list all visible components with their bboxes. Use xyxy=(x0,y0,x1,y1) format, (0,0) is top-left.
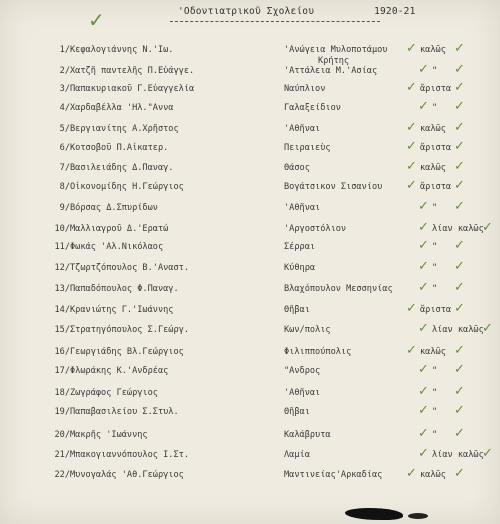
row-number: 9/ xyxy=(59,203,70,213)
grade: λίαν καλῶς xyxy=(432,450,484,460)
birthplace: Κύθηρα xyxy=(284,263,316,273)
birthplace: 'Αθῆναι xyxy=(284,124,321,134)
grade: λίαν καλῶς xyxy=(432,325,484,335)
birthplace: "Ανδρος xyxy=(284,366,321,376)
grade: καλῶς xyxy=(420,347,446,357)
check-mark-icon: ✓ xyxy=(482,446,493,461)
student-name: Παπακυριακοῦ Γ.Εὐαγγελία xyxy=(70,84,195,94)
birthplace: Βλαχόπουλον Μεσσηνίας xyxy=(284,284,393,294)
check-mark-icon: ✓ xyxy=(454,362,465,377)
student-name: Κοτσοβοῦ Π.Αἰκατερ. xyxy=(70,143,169,153)
check-mark-icon: ✓ xyxy=(406,80,417,95)
check-mark-icon: ✓ xyxy=(418,384,429,399)
check-mark-icon: ✓ xyxy=(418,321,429,336)
birthplace: 'Αργοστόλιον xyxy=(284,224,347,234)
check-mark-icon: ✓ xyxy=(406,139,417,154)
row-number: 14/ xyxy=(54,305,70,315)
birthplace: Κων/πολις xyxy=(284,325,331,335)
check-mark-icon: ✓ xyxy=(406,343,417,358)
grade: καλῶς xyxy=(420,124,446,134)
student-name: Μακρῆς 'Ιωάννης xyxy=(70,430,148,440)
student-name: Κρανιώτης Γ.'Ιωάννης xyxy=(70,305,174,315)
grade: καλῶς xyxy=(420,470,446,480)
birthplace: Καλάβρυτα xyxy=(284,430,331,440)
check-mark-icon: ✓ xyxy=(406,159,417,174)
row-number: 5/ xyxy=(59,124,70,134)
check-mark-icon: ✓ xyxy=(454,159,465,174)
check-mark-icon: ✓ xyxy=(454,41,465,56)
ink-blot xyxy=(408,513,428,519)
student-name: Παπαβασιλείου Σ.Στυλ. xyxy=(70,407,179,417)
student-name: Χατζῆ παντελῆς Π.Εὐάγγε. xyxy=(70,66,195,76)
title-underline xyxy=(170,21,380,22)
check-mark-icon: ✓ xyxy=(418,446,429,461)
check-mark-icon: ✓ xyxy=(454,301,465,316)
grade: καλῶς xyxy=(420,45,446,55)
row-number: 11/ xyxy=(54,242,70,252)
check-mark-icon: ✓ xyxy=(406,120,417,135)
check-mark-icon: ✓ xyxy=(88,8,105,32)
grade: " xyxy=(432,66,438,76)
grade: " xyxy=(432,242,438,252)
row-number: 3/ xyxy=(59,84,70,94)
check-mark-icon: ✓ xyxy=(454,259,465,274)
row-number: 2/ xyxy=(59,66,70,76)
page-title xyxy=(178,6,416,17)
birthplace: Φιλιππούπολις xyxy=(284,347,352,357)
row-number: 8/ xyxy=(59,182,70,192)
check-mark-icon: ✓ xyxy=(418,199,429,214)
row-number: 13/ xyxy=(54,284,70,294)
check-mark-icon: ✓ xyxy=(418,62,429,77)
student-name: Μαλλιαγροῦ Δ.'Ερατώ xyxy=(70,224,169,234)
grade: ἄριστα xyxy=(420,182,452,192)
row-number: 10/ xyxy=(54,224,70,234)
row-number: 6/ xyxy=(59,143,70,153)
check-mark-icon: ✓ xyxy=(418,238,429,253)
check-mark-icon: ✓ xyxy=(454,99,465,114)
check-mark-icon: ✓ xyxy=(406,41,417,56)
student-name: Χαρδαβέλλα 'Ηλ."Αννα xyxy=(70,103,174,113)
place-annotation: Κρήτης xyxy=(318,56,350,66)
check-mark-icon: ✓ xyxy=(454,62,465,77)
row-number: 18/ xyxy=(54,388,70,398)
ink-blot xyxy=(345,508,403,520)
check-mark-icon: ✓ xyxy=(454,199,465,214)
student-name: Βόρσας Δ.Σπυρίδων xyxy=(70,203,158,213)
school-year: 1920-21 xyxy=(374,6,416,17)
check-mark-icon: ✓ xyxy=(418,99,429,114)
grade: καλῶς xyxy=(420,163,446,173)
row-number: 4/ xyxy=(59,103,70,113)
student-name: Παπαδόπουλος Φ.Παναγ. xyxy=(70,284,179,294)
grade: λίαν καλῶς xyxy=(432,224,484,234)
check-mark-icon: ✓ xyxy=(418,220,429,235)
check-mark-icon: ✓ xyxy=(454,139,465,154)
row-number: 22/ xyxy=(54,470,70,480)
birthplace: 'Αθῆναι xyxy=(284,388,321,398)
birthplace: 'Αττάλεια Μ.'Ασίας xyxy=(284,66,378,76)
grade: " xyxy=(432,366,438,376)
grade: " xyxy=(432,430,438,440)
row-number: 7/ xyxy=(59,163,70,173)
student-name: Οἰκονομίδης Η.Γεώργιος xyxy=(70,182,184,192)
birthplace: Γαλαξείδιον xyxy=(284,103,341,113)
check-mark-icon: ✓ xyxy=(454,238,465,253)
check-mark-icon: ✓ xyxy=(418,362,429,377)
check-mark-icon: ✓ xyxy=(418,259,429,274)
grade: " xyxy=(432,263,438,273)
check-mark-icon: ✓ xyxy=(406,178,417,193)
check-mark-icon: ✓ xyxy=(482,321,493,336)
row-number: 1/ xyxy=(59,45,70,55)
check-mark-icon: ✓ xyxy=(418,403,429,418)
birthplace: Σέρραι xyxy=(284,242,316,252)
check-mark-icon: ✓ xyxy=(454,120,465,135)
birthplace: Πειραιεὺς xyxy=(284,143,331,153)
birthplace: Λαμία xyxy=(284,450,310,460)
grade: " xyxy=(432,407,438,417)
grade: ἄριστα xyxy=(420,84,452,94)
row-number: 16/ xyxy=(54,347,70,357)
student-name: Βασιλειάδης Δ.Παναγ. xyxy=(70,163,174,173)
check-mark-icon: ✓ xyxy=(406,301,417,316)
birthplace: Ναύπλιον xyxy=(284,84,326,94)
check-mark-icon: ✓ xyxy=(454,466,465,481)
check-mark-icon: ✓ xyxy=(454,280,465,295)
check-mark-icon: ✓ xyxy=(454,80,465,95)
student-name: Στρατηγόπουλος Σ.Γεώργ. xyxy=(70,325,189,335)
student-name: Φλωράκης Κ.'Ανδρέας xyxy=(70,366,169,376)
check-mark-icon: ✓ xyxy=(482,220,493,235)
student-name: Βεργιανίτης Α.Χρῆστος xyxy=(70,124,179,134)
check-mark-icon: ✓ xyxy=(454,384,465,399)
row-number: 19/ xyxy=(54,407,70,417)
birthplace: Θῆβαι xyxy=(284,305,310,315)
check-mark-icon: ✓ xyxy=(418,426,429,441)
student-name: Μυνογαλάς 'Αθ.Γεώργιος xyxy=(70,470,184,480)
birthplace: Βογάτσικον Σισανίου xyxy=(284,182,383,192)
student-name: Γεωργιάδης Βλ.Γεώργιος xyxy=(70,347,184,357)
student-name: Φωκάς 'Αλ.Νικόλαος xyxy=(70,242,164,252)
check-mark-icon: ✓ xyxy=(406,466,417,481)
check-mark-icon: ✓ xyxy=(418,280,429,295)
birthplace: Θῆβαι xyxy=(284,407,310,417)
row-number: 17/ xyxy=(54,366,70,376)
student-name: Ζωγράφος Γεώργιος xyxy=(70,388,158,398)
school-title: 'Οδοντιατρικοῦ Σχολείου xyxy=(178,6,315,17)
birthplace: Μαντινείας'Αρκαδίας xyxy=(284,470,383,480)
grade: " xyxy=(432,103,438,113)
birthplace: 'Ανώγεια Μυλοποτάμου xyxy=(284,45,388,55)
row-number: 15/ xyxy=(54,325,70,335)
check-mark-icon: ✓ xyxy=(454,403,465,418)
grade: ἄριστα xyxy=(420,305,452,315)
row-number: 12/ xyxy=(54,263,70,273)
check-mark-icon: ✓ xyxy=(454,343,465,358)
birthplace: 'Αθῆναι xyxy=(284,203,321,213)
student-name: Τζωρτζόπουλος Β.'Αναστ. xyxy=(70,263,189,273)
row-number: 20/ xyxy=(54,430,70,440)
birthplace: Θάσος xyxy=(284,163,310,173)
student-name: Κεφαλογιάννης Ν.'Ιω. xyxy=(70,45,174,55)
student-name: Μπακογιαννόπουλος Ι.Στ. xyxy=(70,450,189,460)
row-number: 21/ xyxy=(54,450,70,460)
check-mark-icon: ✓ xyxy=(454,426,465,441)
grade: ἄριστα xyxy=(420,143,452,153)
grade: " xyxy=(432,388,438,398)
grade: " xyxy=(432,203,438,213)
check-mark-icon: ✓ xyxy=(454,178,465,193)
grade: " xyxy=(432,284,438,294)
